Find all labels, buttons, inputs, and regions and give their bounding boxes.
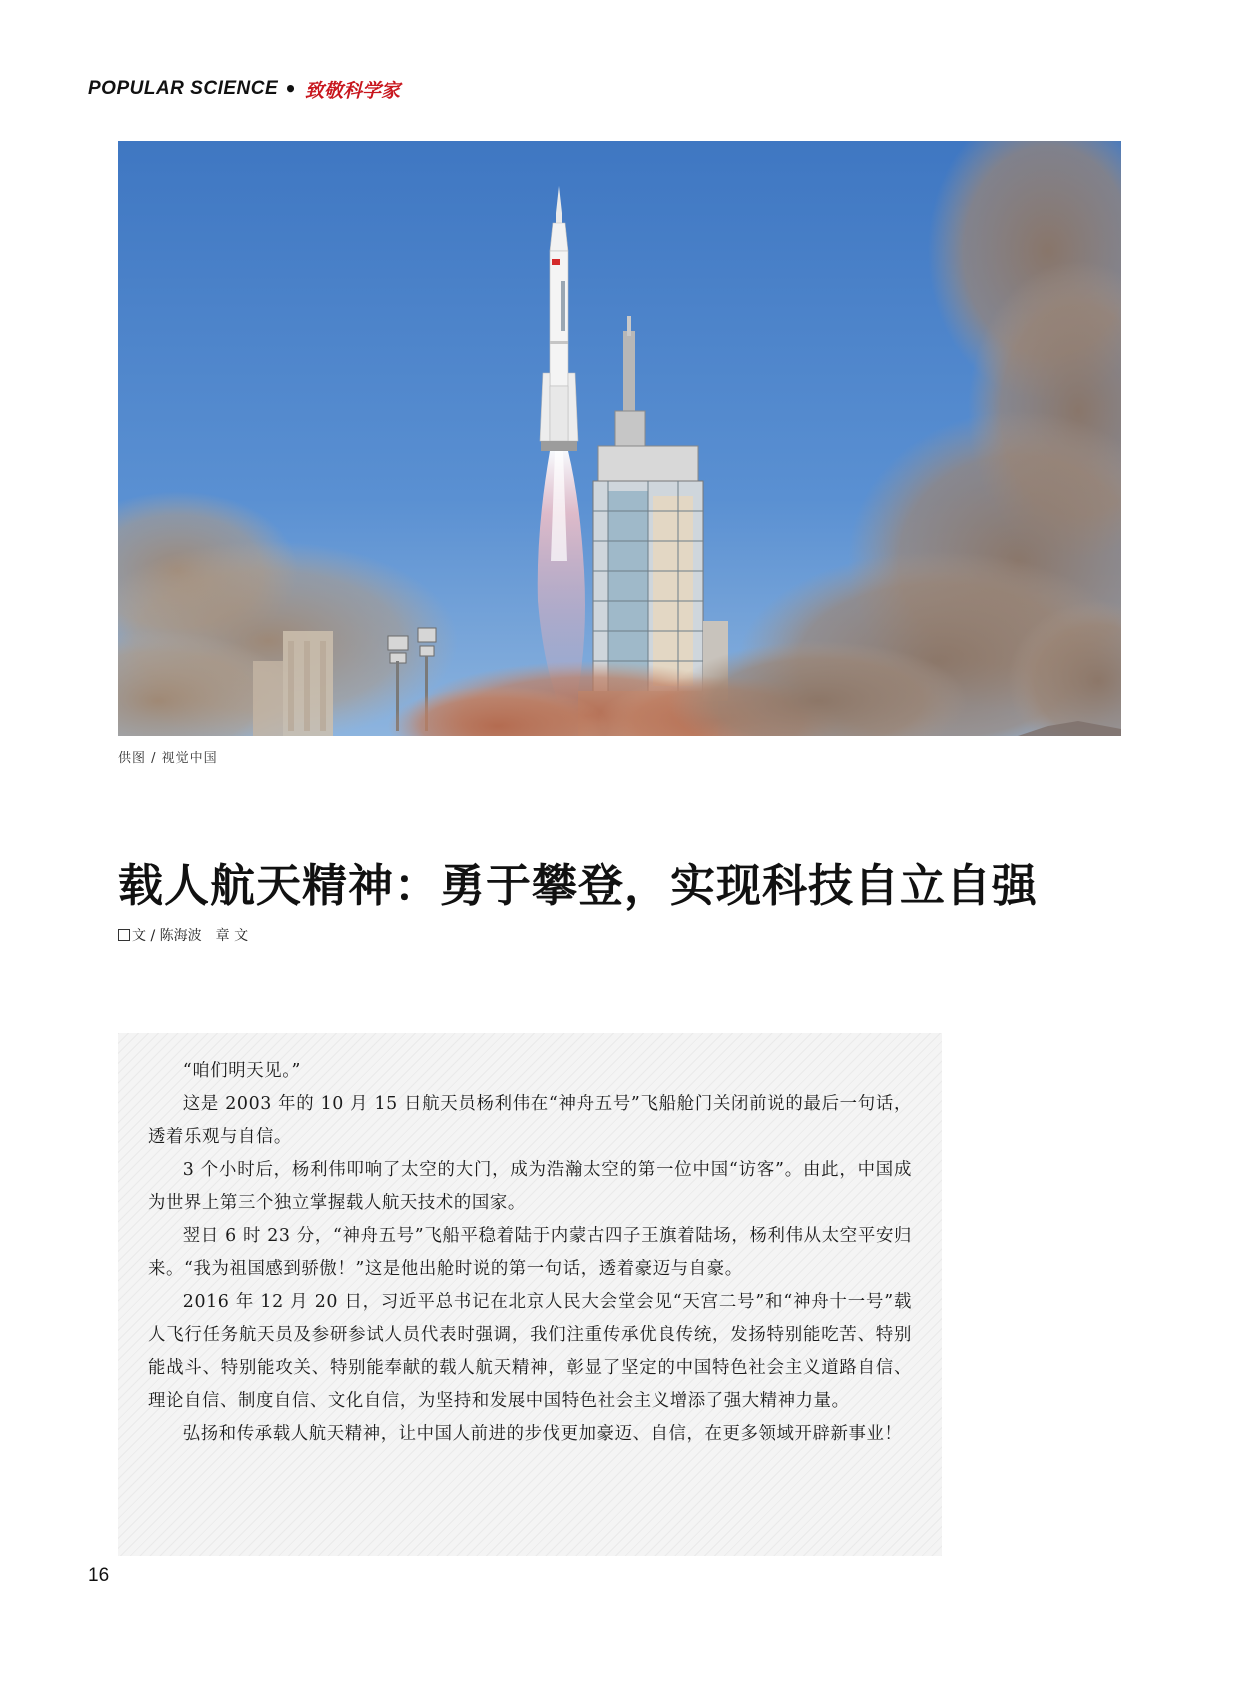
- paragraph: 弘扬和传承载人航天精神，让中国人前进的步伐更加豪迈、自信，在更多领域开辟新事业！: [182, 1424, 903, 1444]
- paragraph: 这是 2003 年的 10 月 15 日航天员杨利伟在“神舟五号”飞船舱门关闭前说的最后一句话，透着乐观与自信。: [148, 1094, 912, 1147]
- paragraph: 翌日 6 时 23 分，“神舟五号”飞船平稳着陆于内蒙古四子王旗着陆场，杨利伟从太空平安归来。“我为祖国感到骄傲！”这是他出舱时说的第一句话，透着豪迈与自豪。: [148, 1226, 912, 1279]
- photo-credit: 供图 / 视觉中国: [118, 751, 218, 766]
- paragraph: 2016 年 12 月 20 日，习近平总书记在北京人民大会堂会见“天宫二号”和“神舟十一号”载人飞行任务航天员及参研参试人员代表时强调，我们注重传承优良传统，发扬特别能吃苦、特别能战斗、特别能攻关、特别能奉献的载人航天精神，彰显了坚定的中国特色社会主义道路自信、理论自信、制度自信、文化自信，为坚持和发展中国特色社会主义增添了强大精神力量。: [148, 1292, 912, 1411]
- magazine-name: POPULAR SCIENCE: [88, 78, 279, 99]
- header-separator: •: [284, 77, 297, 101]
- article-byline: [118, 925, 248, 945]
- section-name: 致敬科学家: [304, 79, 400, 102]
- page-header: [88, 74, 400, 104]
- page-number: 16: [88, 1565, 110, 1586]
- byline-square-icon: [118, 929, 130, 941]
- article-body: [118, 1033, 942, 1556]
- article-headline: 载人航天精神：勇于攀登，实现科技自立自强: [118, 859, 1039, 912]
- rocket-launch-photo: [118, 141, 1121, 736]
- paragraph: “咱们明天见。”: [182, 1061, 302, 1081]
- byline-text: 文 / 陈海波 章 文: [132, 928, 249, 944]
- paragraph: 3 个小时后，杨利伟叩响了太空的大门，成为浩瀚太空的第一位中国“访客”。由此，中国成为世界上第三个独立掌握载人航天技术的国家。: [148, 1160, 912, 1213]
